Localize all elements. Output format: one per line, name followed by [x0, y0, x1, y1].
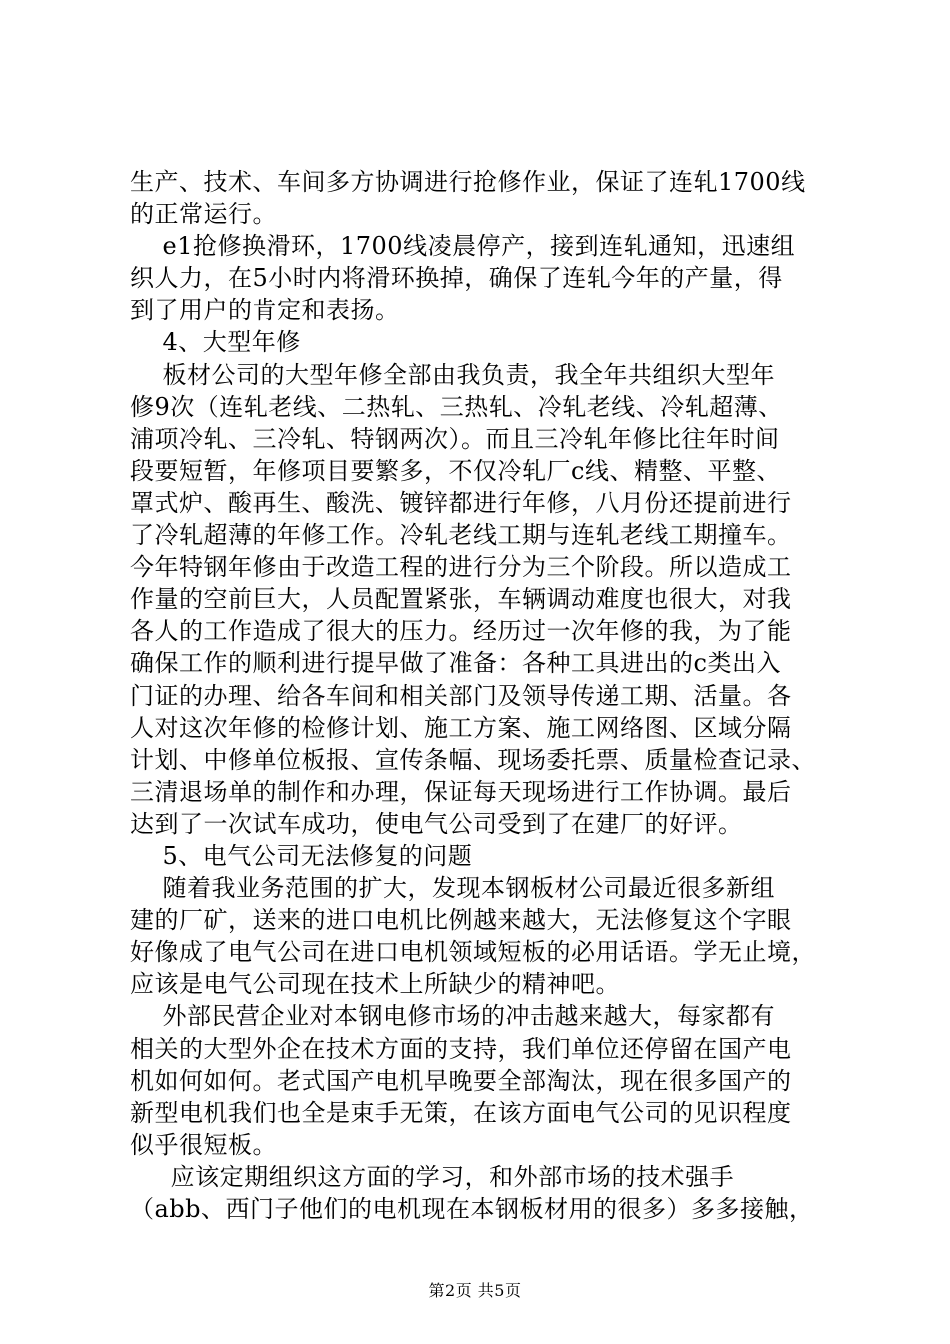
text-line: 到了用户的肯定和表扬。	[130, 296, 400, 325]
document-body	[130, 166, 830, 1225]
text-line: 建的厂矿，送来的进口电机比例越来越大，无法修复这个字眼	[130, 906, 792, 935]
text-line: 新型电机我们也全是束手无策，在该方面电气公司的见识程度	[130, 1098, 792, 1127]
text-line: 门证的办理、给各车间和相关部门及领导传递工期、活量。各	[130, 681, 792, 710]
text-line: 应该是电气公司现在技术上所缺少的精神吧。	[130, 970, 620, 999]
text-line: 的正常运行。	[130, 200, 277, 229]
text-line: 织人力，在5小时内将滑环换掉，确保了连轧今年的产量，得	[130, 264, 783, 293]
text-line: 浦项冷轧、三冷轧、特钢两次）。而且三冷轧年修比往年时间	[130, 424, 780, 453]
text-line: 确保工作的顺利进行提早做了准备：各种工具进出的c类出入	[130, 649, 781, 678]
text-line: 修9次（连轧老线、二热轧、三热轧、冷轧老线、冷轧超薄、	[130, 392, 783, 421]
text-line: 机如何如何。老式国产电机早晚要全部淘汰，现在很多国产的	[130, 1066, 792, 1095]
text-line: 作量的空前巨大，人员配置紧张，车辆调动难度也很大，对我	[130, 585, 792, 614]
text-line: 似乎很短板。	[130, 1130, 277, 1159]
text-line: 罩式炉、酸再生、酸洗、镀锌都进行年修，八月份还提前进行	[130, 488, 792, 517]
text-line: 生产、技术、车间多方协调进行抢修作业，保证了连轧1700线	[130, 168, 806, 196]
section-heading: 5、电气公司无法修复的问题	[130, 841, 473, 870]
text-line: e1抢修换滑环，1700线凌晨停产，接到连轧通知，迅速组	[130, 232, 796, 261]
text-line: （abb、西门子他们的电机现在本钢板材用的很多）多多接触，	[130, 1195, 814, 1223]
text-line: 人对这次年修的检修计划、施工方案、施工网络图、区域分隔	[130, 713, 792, 742]
text-line: 三清退场单的制作和办理，保证每天现场进行工作协调。最后	[130, 777, 792, 806]
text-line: 好像成了电气公司在进口电机领域短板的必用话语。学无止境，	[130, 938, 816, 967]
text-line: 应该定期组织这方面的学习，和外部市场的技术强手	[130, 1162, 735, 1191]
text-line: 相关的大型外企在技术方面的支持，我们单位还停留在国产电	[130, 1034, 792, 1063]
text-line: 段要短暂，年修项目要繁多，不仅冷轧厂c线、精整、平整、	[130, 456, 781, 485]
text-line: 今年特钢年修由于改造工程的进行分为三个阶段。所以造成工	[130, 553, 792, 582]
text-line: 板材公司的大型年修全部由我负责，我全年共组织大型年	[130, 360, 776, 389]
text-line: 各人的工作造成了很大的压力。经历过一次年修的我，为了能	[130, 617, 792, 646]
page-footer: 第2页 共5页	[428, 1281, 522, 1300]
text-line: 达到了一次试车成功，使电气公司受到了在建厂的好评。	[130, 809, 743, 838]
text-line: 外部民营企业对本钢电修市场的冲击越来越大，每家都有	[130, 1002, 776, 1031]
text-line: 了冷轧超薄的年修工作。冷轧老线工期与连轧老线工期撞车。	[130, 521, 792, 550]
section-heading: 4、大型年修	[130, 328, 301, 357]
text-line: 随着我业务范围的扩大，发现本钢板材公司最近很多新组	[130, 874, 776, 903]
text-line: 计划、中修单位板报、宣传条幅、现场委托票、质量检查记录、	[130, 745, 816, 774]
